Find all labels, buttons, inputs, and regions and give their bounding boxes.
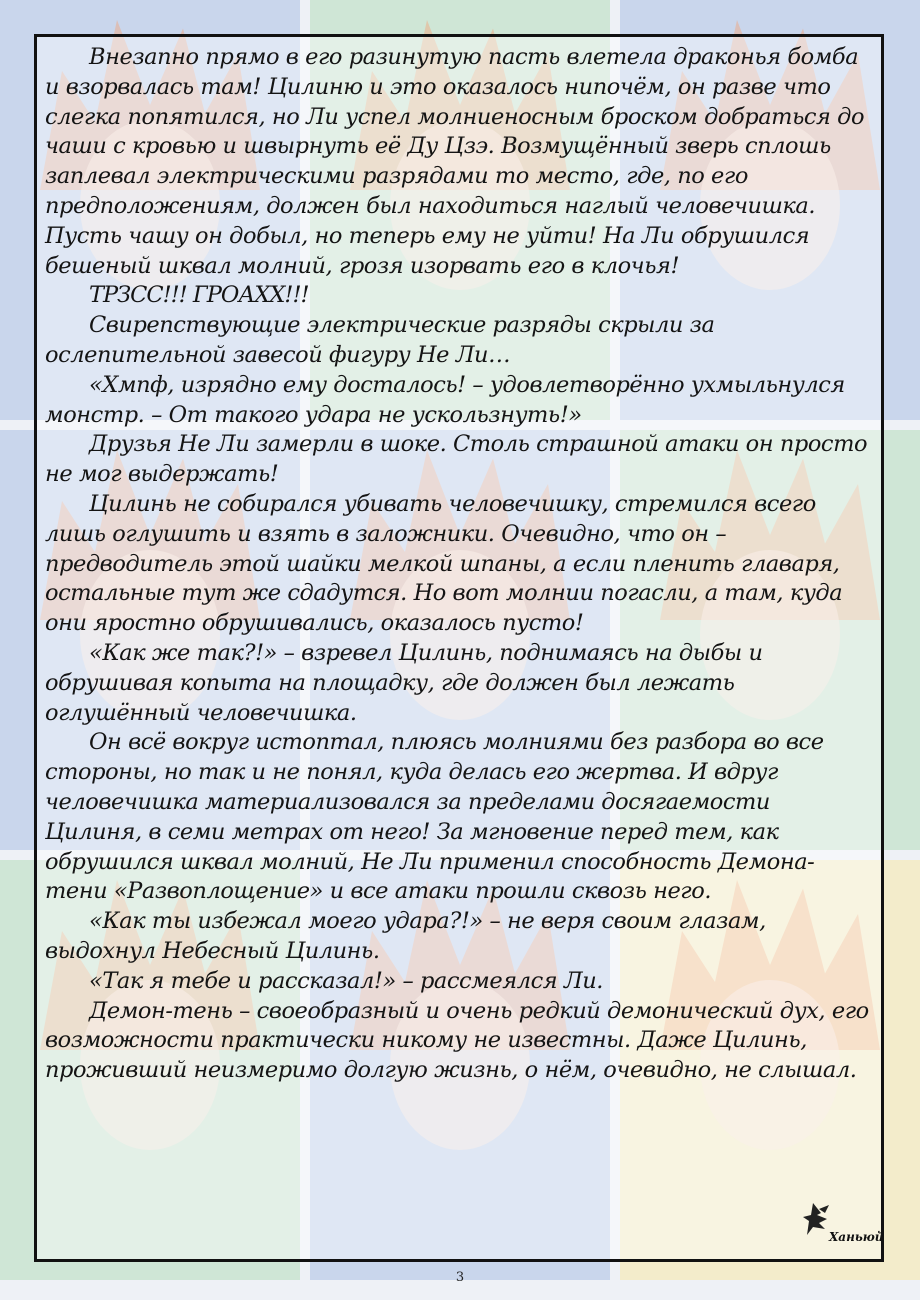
paragraph: Свирепствующие электрические разряды скрыли за ослепительной завесой фигуру Не Ли…	[45, 312, 715, 368]
logo-text: Ханьюй	[829, 1230, 884, 1244]
paragraph: Он всё вокруг истоптал, плюясь молниями без разбора во все стороны, но так и не понял, куда делась его жертва. И вдруг человечишка материализовался за пределами досягаемости Цилиня, в семи метрах от него! За мгновение перед тем, как обрушился шквал молний, Не Ли применил способность Демона-тени «Развоплощение» и все атаки прошли сквозь него.	[45, 729, 824, 905]
dialogue-paragraph: «Как же так?!» – взревел Цилинь, поднимаясь на дыбы и обрушивая копыта на площадку, где должен был лежать оглушённый человечишка.	[45, 639, 763, 726]
dialogue-paragraph: «Так я тебе и рассказал!» – рассмеялся Ли.	[89, 967, 603, 994]
publisher-logo	[799, 1199, 884, 1249]
paragraph: Внезапно прямо в его разинутую пасть влетела драконья бомба и взорвалась там! Цилиню и это оказалось нипочём, он разве что слегка попятился, но Ли успел молниеносным броском добраться до чаши с кровью и швырнуть её Ду Цзэ. Возмущённый зверь сплошь заплевал электрическими разрядами то место, где, по его предположениям, должен был находиться наглый человечишка. Пусть чашу он добыл, но теперь ему не уйти! На Ли обрушился бешеный шквал молний, грозя изорвать его в клочья!	[45, 44, 865, 279]
page-number: 3	[455, 1270, 465, 1285]
dialogue-paragraph: «Как ты избежал моего удара?!» – не веря своим глазам, выдохнул Небесный Цилинь.	[45, 908, 766, 964]
story-text	[45, 43, 871, 1086]
paragraph: Цилинь не собирался убивать человечишку, стремился всего лишь оглушить и взять в заложники. Очевидно, что он – предводитель этой шайки мелкой шпаны, а если пленить главаря, остальные тут же сдадутся. Но вот молнии погасли, а там, куда они яростно обрушивались, оказалось пусто!	[45, 490, 843, 637]
paragraph: Демон-тень – своеобразный и очень редкий демонический дух, его возможности практически никому не известны. Даже Цилинь, проживший неизмеримо долгую жизнь, о нём, очевидно, не слышал.	[45, 997, 869, 1084]
text-frame	[34, 34, 884, 1262]
sound-effect-line: ТРЗСС!!! ГРОАХХ!!!	[89, 282, 309, 309]
paragraph: Друзья Не Ли замерли в шоке. Столь страшной атаки он просто не мог выдержать!	[45, 431, 868, 488]
dialogue-paragraph: «Хмпф, изрядно ему досталось! – удовлетворённо ухмыльнулся монстр. – От такого удара не ускользнуть!»	[45, 371, 845, 428]
